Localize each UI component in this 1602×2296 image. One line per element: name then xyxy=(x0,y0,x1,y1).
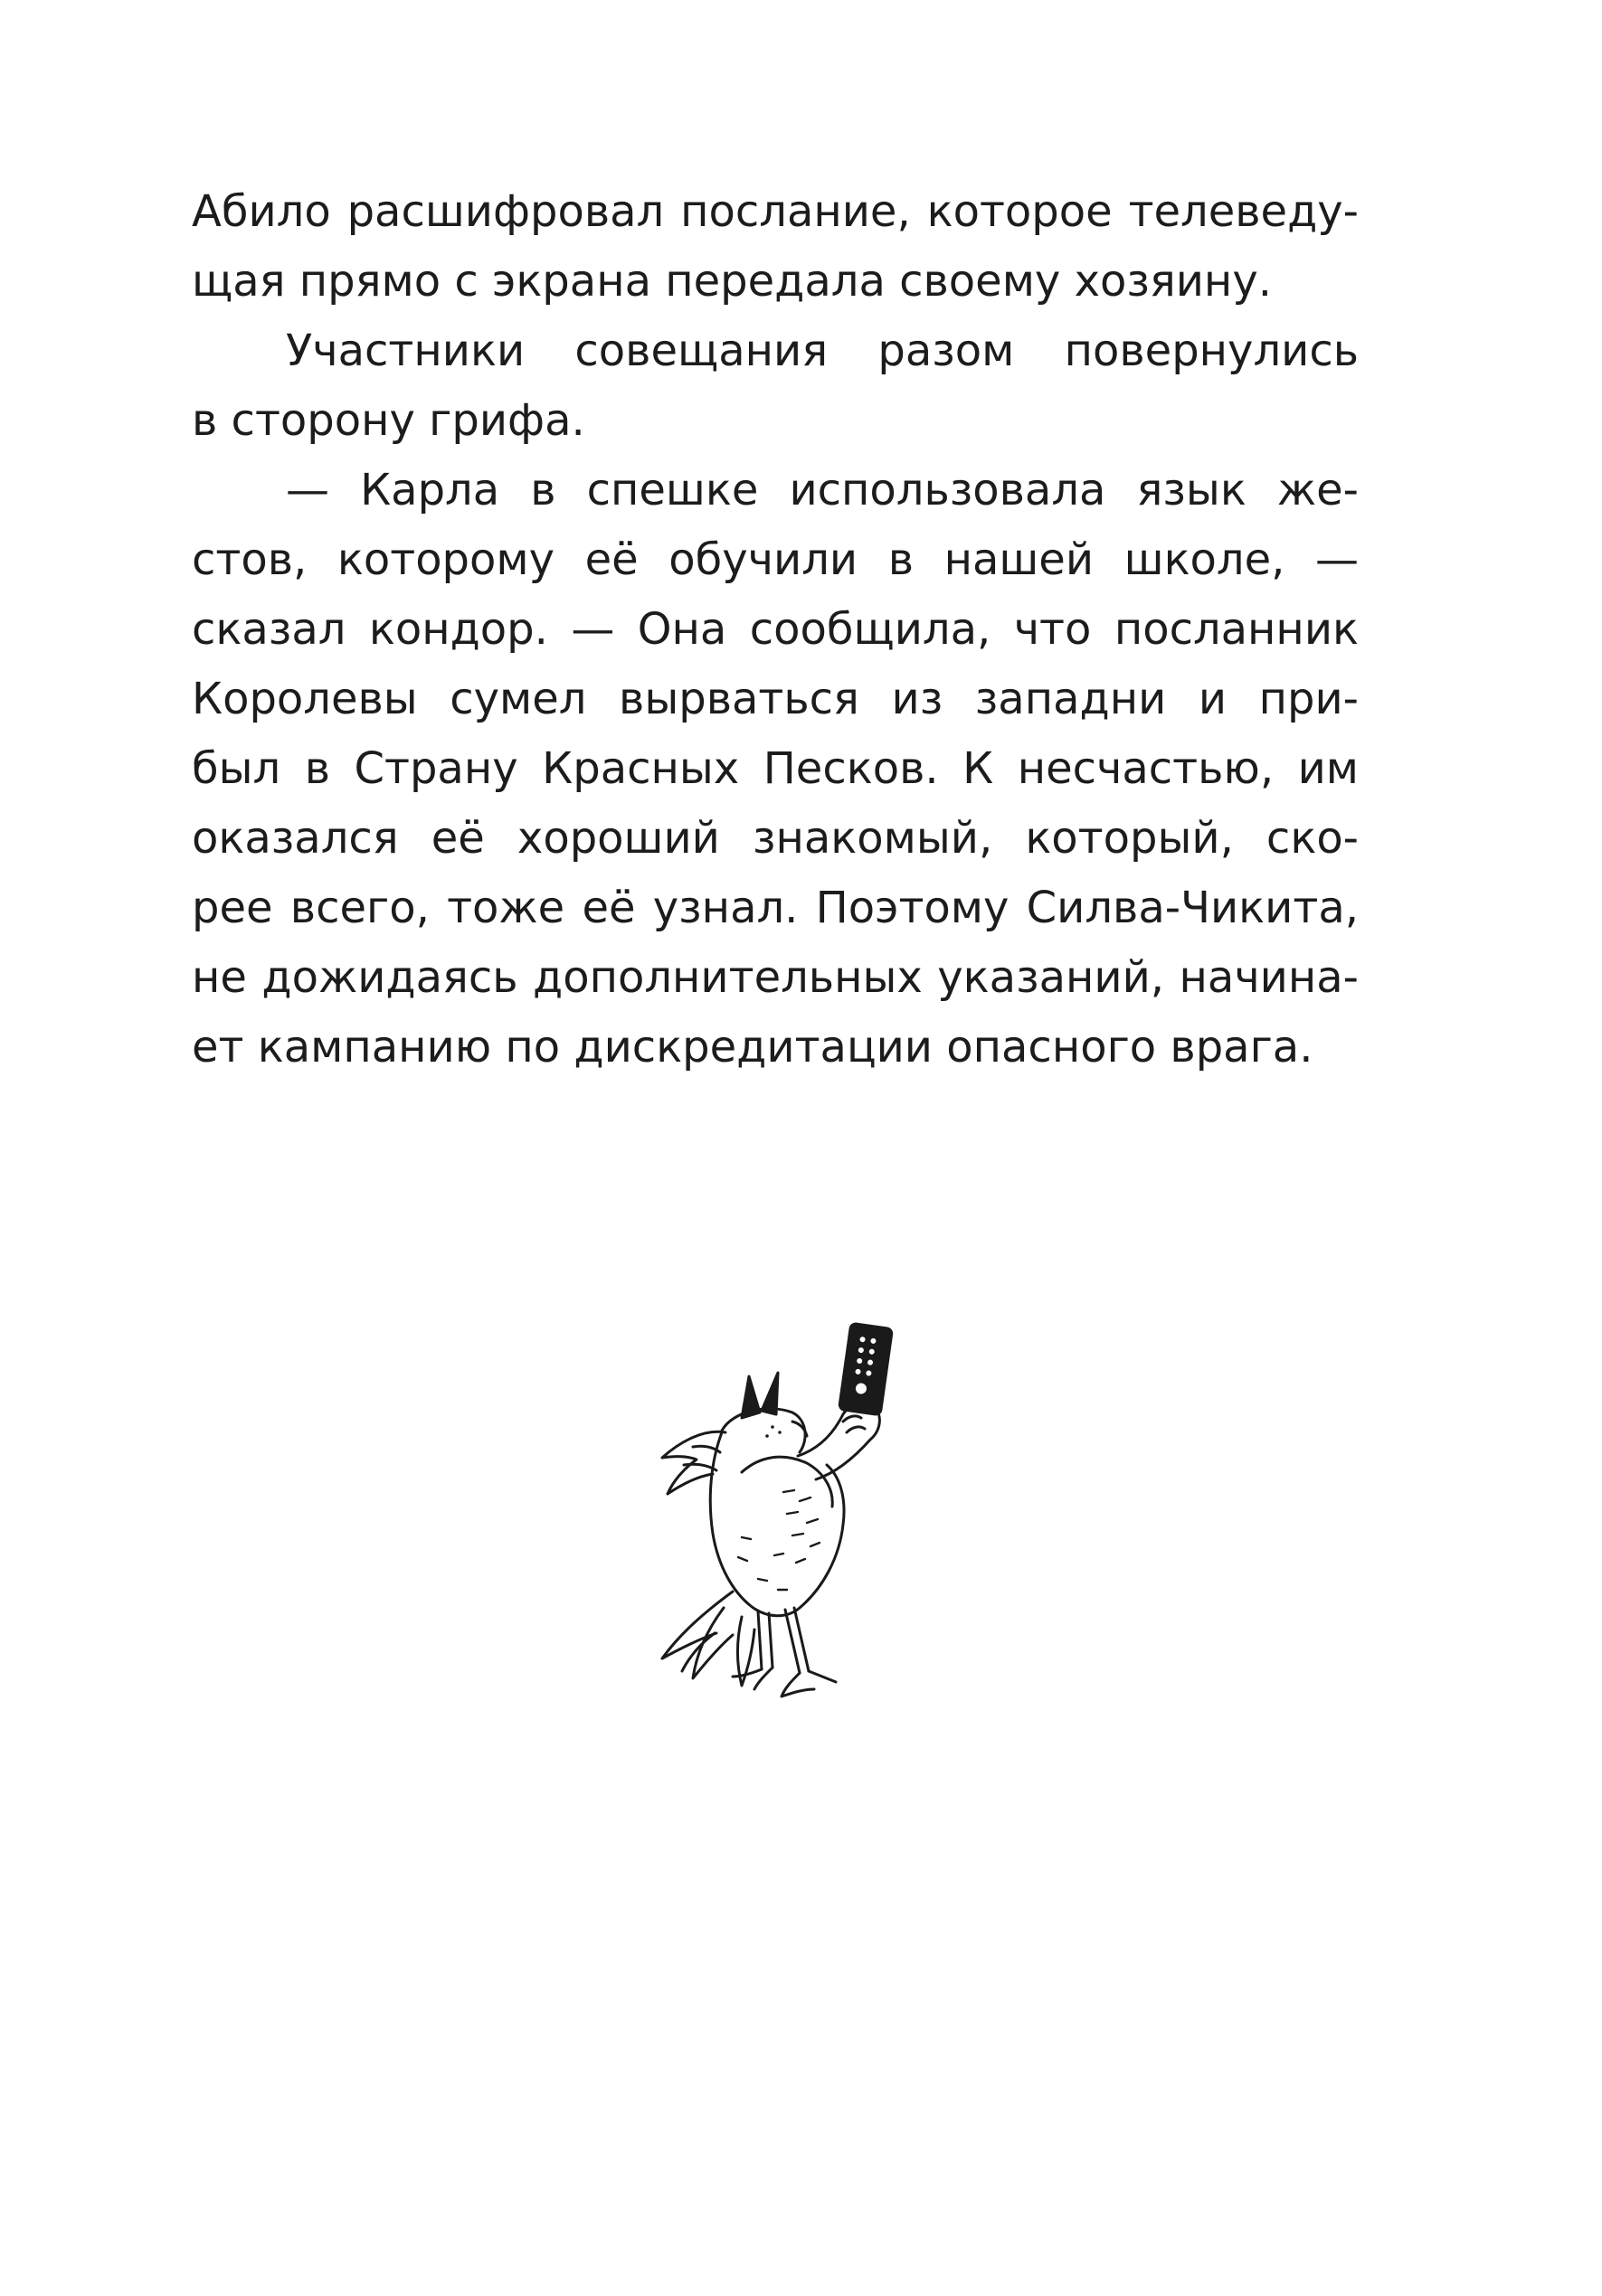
text-line: Абило расшифровал послание, которое телеведу- xyxy=(192,186,1359,237)
remote-icon xyxy=(839,1323,893,1414)
text-line: рее всего, тоже её узнал. Поэтому Силва-Чикита, xyxy=(192,883,1359,933)
text-line: был в Страну Красных Песков. К несчастью, им xyxy=(192,743,1359,794)
text-line: ет кампанию по дискредитации опасного врага. xyxy=(192,1022,1313,1072)
bird-with-remote-illustration xyxy=(606,1320,914,1727)
text-line: щая прямо с экрана передала своему хозяину. xyxy=(192,256,1272,307)
text-line: — Карла в спешке использовала язык же- xyxy=(286,465,1359,515)
text-line: Участники совещания разом повернулись xyxy=(286,326,1359,376)
text-line: стов, которому её обучили в нашей школе, — xyxy=(192,534,1359,585)
text-line: не дожидаясь дополнительных указаний, начина- xyxy=(192,952,1359,1003)
text-line: сказал кондор. — Она сообщила, что посланник xyxy=(192,604,1359,655)
text-line: в сторону грифа. xyxy=(192,395,585,446)
body-text xyxy=(192,177,1359,1082)
text-line: Королевы сумел вырваться из западни и при- xyxy=(192,674,1359,724)
text-line: оказался её хороший знакомый, который, ско- xyxy=(192,813,1359,864)
